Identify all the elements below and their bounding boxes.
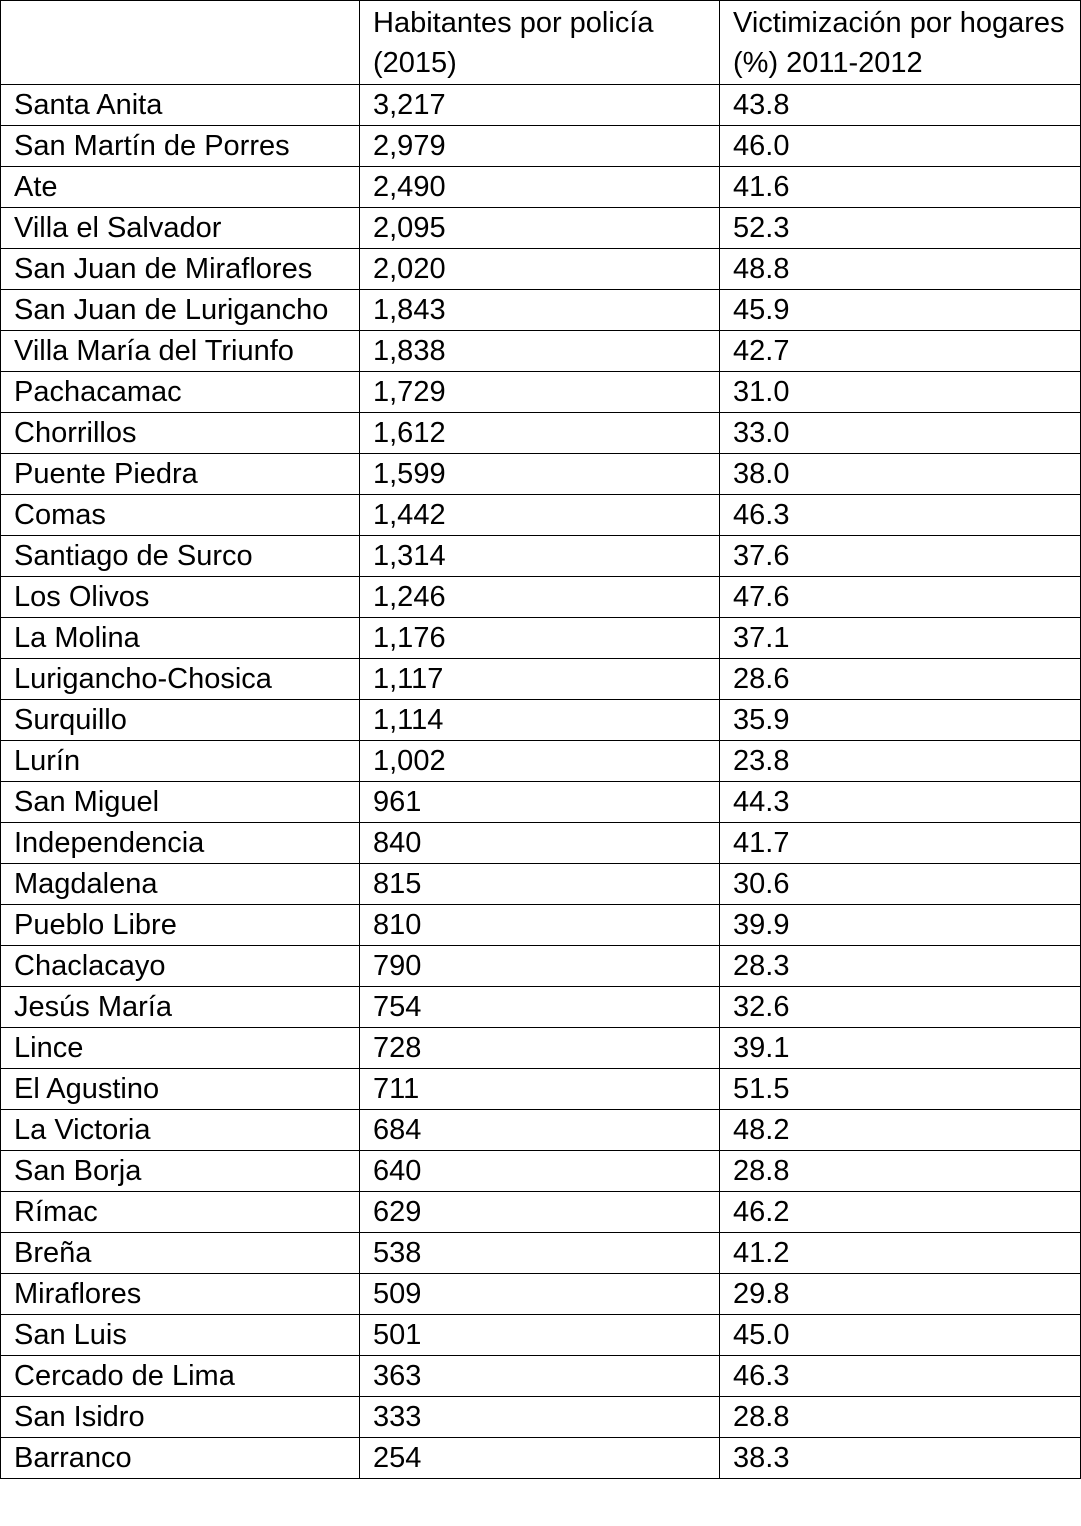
district-cell: Chaclacayo xyxy=(1,946,360,987)
district-cell: San Luis xyxy=(1,1315,360,1356)
district-cell: Pueblo Libre xyxy=(1,905,360,946)
inhabitants-per-police-cell: 684 xyxy=(360,1110,720,1151)
table-row xyxy=(1,700,1081,741)
district-cell: Breña xyxy=(1,1233,360,1274)
district-cell: Ate xyxy=(1,167,360,208)
table-row xyxy=(1,1438,1081,1479)
inhabitants-per-police-cell: 538 xyxy=(360,1233,720,1274)
district-cell: Surquillo xyxy=(1,700,360,741)
inhabitants-per-police-cell: 711 xyxy=(360,1069,720,1110)
table-row xyxy=(1,1028,1081,1069)
inhabitants-per-police-cell: 1,246 xyxy=(360,577,720,618)
table-row xyxy=(1,167,1081,208)
victimization-cell: 48.2 xyxy=(720,1110,1081,1151)
inhabitants-per-police-cell: 1,612 xyxy=(360,413,720,454)
victimization-cell: 39.9 xyxy=(720,905,1081,946)
victimization-cell: 46.0 xyxy=(720,126,1081,167)
district-cell: Villa el Salvador xyxy=(1,208,360,249)
inhabitants-per-police-cell: 509 xyxy=(360,1274,720,1315)
table-row xyxy=(1,987,1081,1028)
table-row xyxy=(1,249,1081,290)
inhabitants-per-police-cell: 1,599 xyxy=(360,454,720,495)
table-row xyxy=(1,1233,1081,1274)
table-row xyxy=(1,454,1081,495)
district-cell: Rímac xyxy=(1,1192,360,1233)
victimization-cell: 32.6 xyxy=(720,987,1081,1028)
table-row xyxy=(1,126,1081,167)
victimization-cell: 46.3 xyxy=(720,495,1081,536)
table-row xyxy=(1,331,1081,372)
victimization-cell: 41.6 xyxy=(720,167,1081,208)
inhabitants-per-police-cell: 1,117 xyxy=(360,659,720,700)
victimization-cell: 38.3 xyxy=(720,1438,1081,1479)
district-cell: Barranco xyxy=(1,1438,360,1479)
table-row xyxy=(1,1397,1081,1438)
victimization-cell: 28.8 xyxy=(720,1151,1081,1192)
header-district xyxy=(1,1,360,85)
inhabitants-per-police-cell: 1,442 xyxy=(360,495,720,536)
header-inhabitants-per-police: Habitantes por policía (2015) xyxy=(360,1,720,85)
victimization-cell: 41.2 xyxy=(720,1233,1081,1274)
inhabitants-per-police-cell: 754 xyxy=(360,987,720,1028)
district-cell: Pachacamac xyxy=(1,372,360,413)
inhabitants-per-police-cell: 1,729 xyxy=(360,372,720,413)
victimization-cell: 52.3 xyxy=(720,208,1081,249)
table-row xyxy=(1,1192,1081,1233)
victimization-cell: 46.3 xyxy=(720,1356,1081,1397)
table-row xyxy=(1,577,1081,618)
district-cell: Santiago de Surco xyxy=(1,536,360,577)
victimization-cell: 44.3 xyxy=(720,782,1081,823)
district-cell: Jesús María xyxy=(1,987,360,1028)
table-row xyxy=(1,1274,1081,1315)
inhabitants-per-police-cell: 840 xyxy=(360,823,720,864)
victimization-cell: 37.1 xyxy=(720,618,1081,659)
victimization-cell: 28.8 xyxy=(720,1397,1081,1438)
victimization-cell: 30.6 xyxy=(720,864,1081,905)
table-row xyxy=(1,372,1081,413)
table-row xyxy=(1,659,1081,700)
district-cell: Chorrillos xyxy=(1,413,360,454)
victimization-cell: 47.6 xyxy=(720,577,1081,618)
victimization-cell: 29.8 xyxy=(720,1274,1081,1315)
table-row xyxy=(1,1110,1081,1151)
district-cell: Magdalena xyxy=(1,864,360,905)
table-row xyxy=(1,741,1081,782)
table-row xyxy=(1,1315,1081,1356)
district-cell: San Borja xyxy=(1,1151,360,1192)
inhabitants-per-police-cell: 810 xyxy=(360,905,720,946)
victimization-cell: 42.7 xyxy=(720,331,1081,372)
inhabitants-per-police-cell: 1,314 xyxy=(360,536,720,577)
table-body xyxy=(1,85,1081,1479)
district-cell: El Agustino xyxy=(1,1069,360,1110)
table-row xyxy=(1,782,1081,823)
table-row xyxy=(1,864,1081,905)
district-cell: Santa Anita xyxy=(1,85,360,126)
inhabitants-per-police-cell: 3,217 xyxy=(360,85,720,126)
inhabitants-per-police-cell: 728 xyxy=(360,1028,720,1069)
inhabitants-per-police-cell: 2,490 xyxy=(360,167,720,208)
table-row xyxy=(1,413,1081,454)
table-row xyxy=(1,618,1081,659)
inhabitants-per-police-cell: 961 xyxy=(360,782,720,823)
district-cell: Lurigancho-Chosica xyxy=(1,659,360,700)
victimization-cell: 46.2 xyxy=(720,1192,1081,1233)
table-row xyxy=(1,1151,1081,1192)
victimization-cell: 39.1 xyxy=(720,1028,1081,1069)
inhabitants-per-police-cell: 815 xyxy=(360,864,720,905)
victimization-cell: 23.8 xyxy=(720,741,1081,782)
district-cell: Lince xyxy=(1,1028,360,1069)
inhabitants-per-police-cell: 254 xyxy=(360,1438,720,1479)
district-cell: Miraflores xyxy=(1,1274,360,1315)
table-row xyxy=(1,495,1081,536)
inhabitants-per-police-cell: 2,020 xyxy=(360,249,720,290)
victimization-cell: 48.8 xyxy=(720,249,1081,290)
victimization-cell: 43.8 xyxy=(720,85,1081,126)
district-cell: Puente Piedra xyxy=(1,454,360,495)
district-cell: La Victoria xyxy=(1,1110,360,1151)
district-cell: Lurín xyxy=(1,741,360,782)
district-cell: Independencia xyxy=(1,823,360,864)
victimization-cell: 51.5 xyxy=(720,1069,1081,1110)
table-row xyxy=(1,290,1081,331)
inhabitants-per-police-cell: 790 xyxy=(360,946,720,987)
district-cell: San Isidro xyxy=(1,1397,360,1438)
district-cell: San Miguel xyxy=(1,782,360,823)
table-row xyxy=(1,536,1081,577)
district-cell: San Juan de Miraflores xyxy=(1,249,360,290)
district-cell: San Juan de Lurigancho xyxy=(1,290,360,331)
inhabitants-per-police-cell: 333 xyxy=(360,1397,720,1438)
district-cell: Cercado de Lima xyxy=(1,1356,360,1397)
table-row xyxy=(1,946,1081,987)
inhabitants-per-police-cell: 640 xyxy=(360,1151,720,1192)
inhabitants-per-police-cell: 1,002 xyxy=(360,741,720,782)
victimization-cell: 31.0 xyxy=(720,372,1081,413)
table-row xyxy=(1,208,1081,249)
inhabitants-per-police-cell: 2,095 xyxy=(360,208,720,249)
district-cell: Los Olivos xyxy=(1,577,360,618)
inhabitants-per-police-cell: 1,838 xyxy=(360,331,720,372)
table-row xyxy=(1,905,1081,946)
district-cell: San Martín de Porres xyxy=(1,126,360,167)
table-row xyxy=(1,85,1081,126)
inhabitants-per-police-cell: 1,843 xyxy=(360,290,720,331)
inhabitants-per-police-cell: 629 xyxy=(360,1192,720,1233)
header-row xyxy=(1,1,1081,85)
victimization-cell: 45.0 xyxy=(720,1315,1081,1356)
victimization-cell: 28.6 xyxy=(720,659,1081,700)
victimization-cell: 45.9 xyxy=(720,290,1081,331)
inhabitants-per-police-cell: 501 xyxy=(360,1315,720,1356)
district-cell: La Molina xyxy=(1,618,360,659)
victimization-cell: 38.0 xyxy=(720,454,1081,495)
inhabitants-per-police-cell: 2,979 xyxy=(360,126,720,167)
inhabitants-per-police-cell: 1,176 xyxy=(360,618,720,659)
table-header xyxy=(1,1,1081,85)
table-row xyxy=(1,1356,1081,1397)
victimization-cell: 37.6 xyxy=(720,536,1081,577)
victimization-cell: 33.0 xyxy=(720,413,1081,454)
table-row xyxy=(1,1069,1081,1110)
inhabitants-per-police-cell: 363 xyxy=(360,1356,720,1397)
district-cell: Villa María del Triunfo xyxy=(1,331,360,372)
district-cell: Comas xyxy=(1,495,360,536)
header-household-victimization: Victimización por hogares (%) 2011-2012 xyxy=(720,1,1081,85)
victimization-cell: 35.9 xyxy=(720,700,1081,741)
inhabitants-per-police-cell: 1,114 xyxy=(360,700,720,741)
victimization-cell: 28.3 xyxy=(720,946,1081,987)
table-row xyxy=(1,823,1081,864)
victimization-cell: 41.7 xyxy=(720,823,1081,864)
